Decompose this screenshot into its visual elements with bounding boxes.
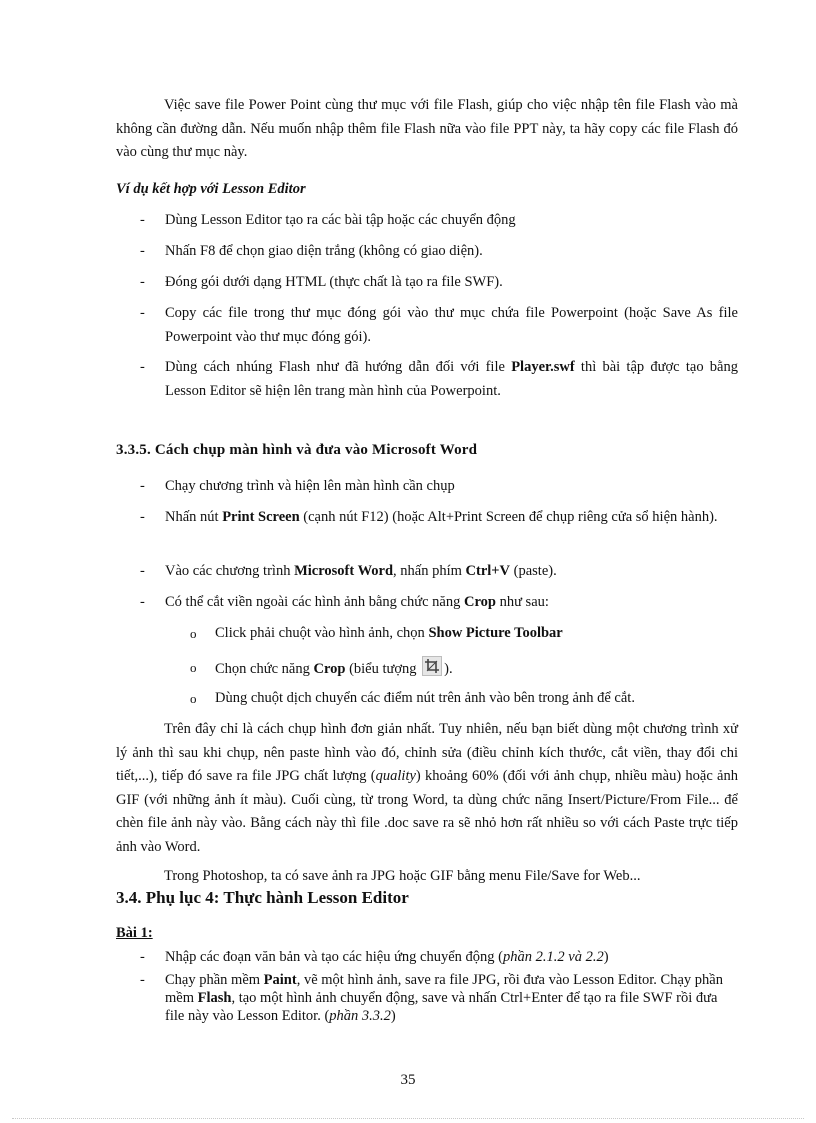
exercise-heading: Bài 1:: [116, 925, 153, 941]
dash-bullet: -: [140, 509, 145, 525]
dash-bullet: -: [140, 949, 145, 965]
page-number: 35: [400, 1072, 416, 1088]
circle-bullet: o: [190, 660, 197, 675]
body-paragraph: Trong Photoshop, ta có save ảnh ra JPG hoặc GIF bằng menu File/Save for Web...: [164, 868, 641, 884]
list-item: - Nhập các đoạn văn bản và tạo các hiệu ứng chuyển động (phần 2.1.2 và 2.2): [140, 949, 609, 965]
dash-bullet: -: [140, 594, 145, 610]
list-item: - Copy các file trong thư mục đóng gói vào thư mục chứa file Powerpoint (hoặc Save As file Powerpoint vào thư mục đóng gói).: [140, 302, 738, 349]
list-item: - Nhấn F8 để chọn giao diện trắng (không có giao diện).: [140, 240, 738, 264]
page-bottom-divider: [12, 1118, 804, 1119]
sub-list-item: o Chọn chức năng Crop (biểu tượng ).: [190, 656, 738, 682]
body-paragraph: Trên đây chỉ là cách chụp hình đơn giản nhất. Tuy nhiên, nếu bạn biết dùng một chương trình xử lý ảnh thì sau khi chụp, nên paste hình vào đó, chỉnh sửa (điều chỉnh kích thước, cắt viền, thay đổi chi tiết,...), tiếp đó save ra file JPG chất lượng (quality) khoảng 60% (đối với ảnh chụp, nhiều màu) hoặc ảnh GIF (với những ảnh ít màu). Cuối cùng, từ trong Word, ta dùng chức năng Insert/Picture/From File... để chèn file ảnh này vào. Bằng cách này thì file .doc save ra sẽ nhỏ hơn rất nhiều so với cách Paste trực tiếp ảnh vào Word.: [116, 721, 738, 855]
circle-bullet: o: [190, 691, 197, 706]
dash-bullet: -: [140, 243, 145, 259]
dash-bullet: -: [140, 478, 145, 494]
crop-icon: [422, 656, 442, 676]
dash-bullet: -: [140, 563, 145, 579]
list-item: - Chạy chương trình và hiện lên màn hình cần chụp: [140, 475, 738, 499]
dash-bullet: -: [140, 212, 145, 228]
list-item: - Nhấn nút Print Screen (cạnh nút F12) (hoặc Alt+Print Screen để chụp riêng cửa sổ hiện hành).: [140, 506, 738, 530]
sub-list-item: o Click phải chuột vào hình ảnh, chọn Show Picture Toolbar: [190, 622, 738, 646]
intro-paragraph: Việc save file Power Point cùng thư mục với file Flash, giúp cho việc nhập tên file Flash vào mà không cần đường dẫn. Nếu muốn nhập thêm file Flash nữa vào file PPT này, ta hãy copy các file Flash đó vào cùng thư mục này.: [116, 97, 738, 160]
dash-bullet: -: [140, 359, 145, 375]
list-item: - Chạy phần mềm Paint, vẽ một hình ảnh, save ra file JPG, rồi đưa vào Lesson Editor. Chạy phần mềm Flash, tạo một hình ảnh chuyển động, save và nhấn Ctrl+Enter để tạo ra file SWF rồi đưa file này vào Lesson Editor. (phần 3.3.2): [140, 972, 723, 1024]
dash-bullet: -: [140, 305, 145, 321]
section-heading-3-4: 3.4. Phụ lục 4: Thực hành Lesson Editor: [116, 888, 409, 907]
list-item: - Đóng gói dưới dạng HTML (thực chất là tạo ra file SWF).: [140, 271, 738, 295]
list-item: - Vào các chương trình Microsoft Word, nhấn phím Ctrl+V (paste).: [140, 560, 738, 584]
dash-bullet: -: [140, 972, 145, 988]
list-item: - Có thể cắt viền ngoài các hình ảnh bằng chức năng Crop như sau:: [140, 591, 738, 615]
sub-list-item: o Dùng chuột dịch chuyển các điểm nút trên ảnh vào bên trong ảnh để cắt.: [190, 687, 738, 711]
list-item: - Dùng cách nhúng Flash như đã hướng dẫn đối với file Player.swf thì bài tập được tạo bằng Lesson Editor sẽ hiện lên trang màn hình của Powerpoint.: [140, 356, 738, 403]
dash-bullet: -: [140, 274, 145, 290]
section-heading-3-3-5: 3.3.5. Cách chụp màn hình và đưa vào Microsoft Word: [116, 442, 478, 458]
example-heading: Ví dụ kết hợp với Lesson Editor: [116, 181, 306, 197]
circle-bullet: o: [190, 626, 197, 641]
list-item: - Dùng Lesson Editor tạo ra các bài tập hoặc các chuyển động: [140, 209, 738, 233]
